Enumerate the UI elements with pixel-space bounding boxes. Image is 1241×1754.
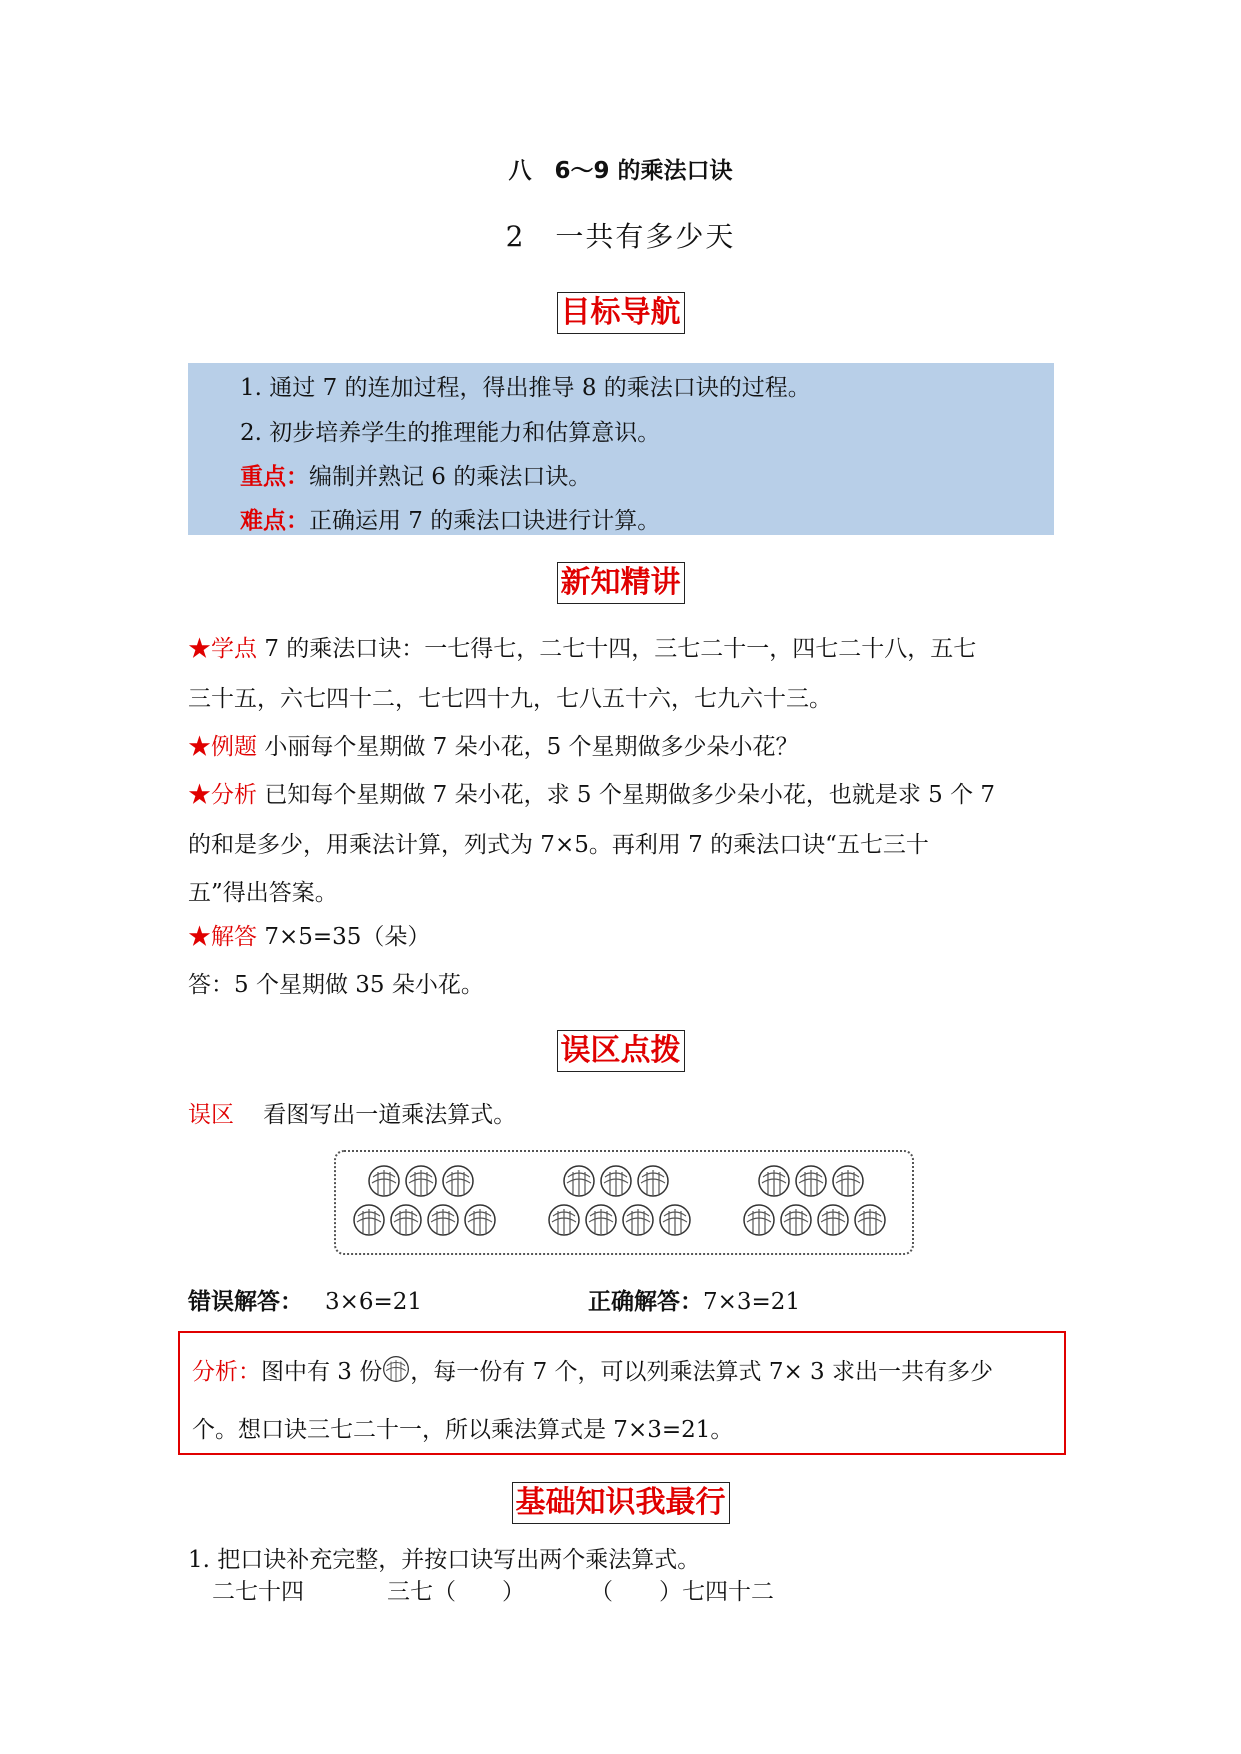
mistake-label: 误区 [188,1102,234,1128]
analysis-text-1: 已知每个星期做 7 朵小花，求 5 个星期做多少朵小花，也就是求 5 个 7 [264,782,996,808]
analysis-label: ★分析 [188,782,257,808]
chapter-title: 八 6～9 的乘法口诀 [508,158,733,184]
section-goal [0,292,1241,334]
ball-icon [463,1203,497,1237]
goal-box [188,363,1054,535]
section-basic-title: 基础知识我最行 [512,1482,730,1524]
ball-icon [658,1203,692,1237]
hard-text: 正确运用 7 的乘法口诀进行计算。 [309,508,661,534]
right-answer-line [588,1287,800,1317]
point-text-1: 7 的乘法口诀：一七得七，二七十四，三七二十一，四七二十八，五七 [264,636,977,662]
analysis-line-2: 的和是多少，用乘法计算，列式为 7×5。再利用 7 的乘法口诀“五七三十 [188,832,929,858]
lesson-title: 2 一共有多少天 [505,220,736,253]
ball-icon [352,1203,386,1237]
ball-icon [742,1203,776,1237]
hard-label: 难点： [240,508,309,534]
point-line-2: 三十五，六七四十二，七七四十九，七八五十六，七九六十三。 [188,686,832,712]
answer-label: ★解答 [188,924,257,950]
point-line-1 [188,634,976,664]
ball-icon [562,1164,596,1198]
section-basic [0,1482,1241,1524]
ball-icon [636,1164,670,1198]
mistake-prompt-line [188,1100,516,1130]
wrong-text: 3×6=21 [324,1289,423,1315]
analysis-box-line-1 [192,1355,993,1387]
analysis-line-1 [188,780,995,810]
analysis-box-text-1a: 图中有 3 份 [261,1359,383,1385]
analysis-line-3: 五”得出答案。 [188,880,338,906]
wrong-label: 错误解答： [188,1289,303,1315]
ball-icon [794,1164,828,1198]
ball-icon [441,1164,475,1198]
ball-icon [621,1203,655,1237]
section-goal-title: 目标导航 [557,292,685,334]
ball-icon [404,1164,438,1198]
analysis-box-label: 分析： [192,1359,261,1385]
example-line [188,732,799,762]
ball-icon [757,1164,791,1198]
exercise-q1: 1. 把口诀补充完整，并按口诀写出两个乘法算式。 [188,1547,701,1573]
ball-icon [547,1203,581,1237]
section-mistake [0,1030,1241,1072]
example-text: 小丽每个星期做 7 朵小花，5 个星期做多少朵小花？ [264,734,799,760]
exercise-b: 三七（ ） [387,1579,525,1605]
section-mistake-title: 误区点拨 [557,1030,685,1072]
ball-icon [584,1203,618,1237]
wrong-answer-line [188,1287,422,1317]
analysis-box-line-2: 个。想口诀三七二十一，所以乘法算式是 7×3=21。 [192,1417,734,1443]
goal-hard [240,506,660,536]
ball-icon [853,1203,887,1237]
analysis-box [178,1331,1066,1455]
ball-icon [426,1203,460,1237]
mistake-prompt: 看图写出一道乘法算式。 [263,1102,517,1128]
section-new-title: 新知精讲 [557,562,685,604]
ball-icon [831,1164,865,1198]
final-answer: 答：5 个星期做 35 朵小花。 [188,972,484,998]
ball-icon [599,1164,633,1198]
analysis-box-text-1b: ，每一份有 7 个，可以列乘法算式 7× 3 求出一共有多少 [410,1359,993,1385]
section-new [0,562,1241,604]
exercise-c: （ ）七四十二 [590,1579,774,1605]
goal-item-1: 1. 通过 7 的连加过程，得出推导 8 的乘法口诀的过程。 [240,375,811,401]
goal-item-2: 2. 初步培养学生的推理能力和估算意识。 [240,420,661,446]
ball-icon [367,1164,401,1198]
point-label: ★学点 [188,636,257,662]
ball-icon [382,1355,410,1383]
ball-icon [779,1203,813,1237]
right-text: 7×3=21 [703,1289,801,1315]
goal-key [240,462,591,492]
ball-icon [389,1203,423,1237]
example-label: ★例题 [188,734,257,760]
key-text: 编制并熟记 6 的乘法口诀。 [309,464,592,490]
answer-line [188,922,430,952]
key-label: 重点： [240,464,309,490]
ball-icon [816,1203,850,1237]
exercise-a: 二七十四 [212,1579,304,1605]
answer-text: 7×5=35（朵） [264,924,431,950]
right-label: 正确解答： [588,1289,703,1315]
